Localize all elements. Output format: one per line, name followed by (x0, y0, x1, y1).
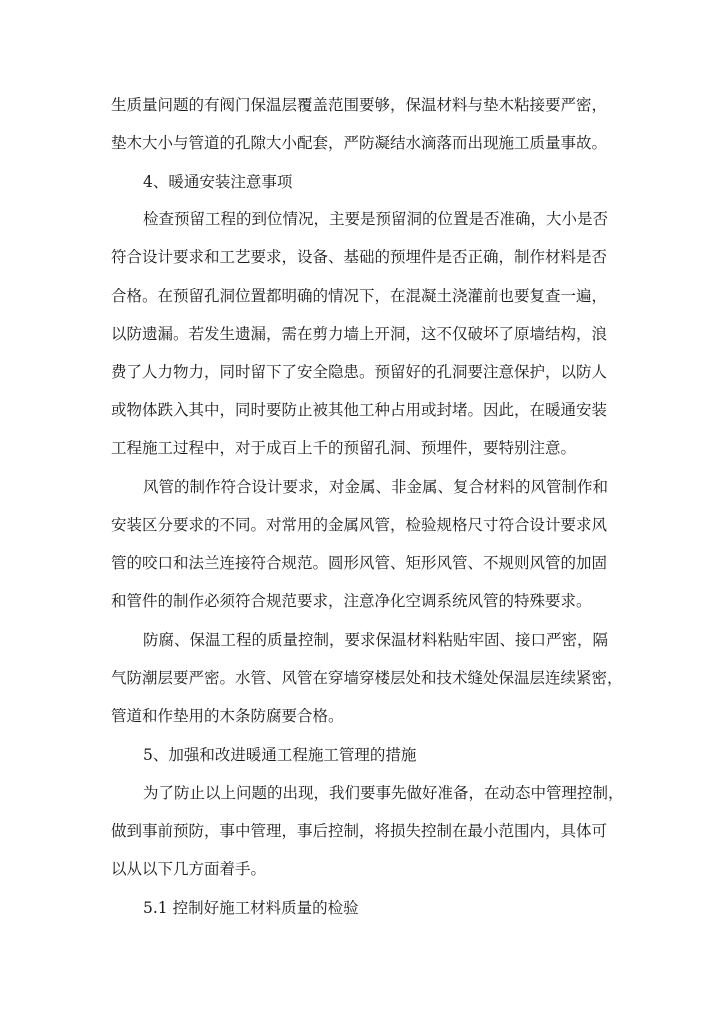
text-line: 检查预留工程的到位情况，主要是预留洞的位置是否准确，大小是否 (143, 210, 609, 228)
text-line: 以从以下几方面着手。 (111, 860, 267, 878)
text-line: 管道和作垫用的木条防腐要合格。 (111, 707, 344, 725)
text-line: 或物体跌入其中，同时要防止被其他工种占用或封堵。因此，在暖通安装 (111, 401, 608, 419)
text-line: 气防潮层要严密。水管、风管在穿墙穿楼层处和技术缝处保温层连续紧密， (111, 669, 623, 687)
text-line: 以防遗漏。若发生遗漏，需在剪力墙上开洞，这不仅破坏了原墙结构，浪 (111, 325, 608, 343)
section-heading-4: 4、暖通安装注意事项 (143, 173, 293, 191)
text-line: 风管的制作符合设计要求，对金属、非金属、复合材料的风管制作和 (143, 478, 609, 496)
text-line: 工程施工过程中，对于成百上千的预留孔洞、预埋件，要特别注意。 (111, 439, 577, 457)
text-line: 管的咬口和法兰连接符合规范。圆形风管、矩形风管、不规则风管的加固 (111, 554, 608, 572)
text-line: 安装区分要求的不同。对常用的金属风管，检验规格尺寸符合设计要求风 (111, 516, 608, 534)
text-line: 垫木大小与管道的孔隙大小配套，严防凝结水滴落而出现施工质量事故。 (111, 134, 608, 152)
text-line: 和管件的制作必须符合规范要求，注意净化空调系统风管的特殊要求。 (111, 592, 592, 610)
section-heading-5: 5、加强和改进暖通工程施工管理的措施 (143, 746, 417, 764)
text-line: 做到事前预防，事中管理，事后控制，将损失控制在最小范围内，具体可 (111, 822, 608, 840)
section-heading-5-1: 5.1 控制好施工材料质量的检验 (143, 899, 359, 917)
text-line: 防腐、保温工程的质量控制，要求保温材料粘贴牢固、接口严密，隔 (143, 631, 609, 649)
text-line: 生质量问题的有阀门保温层覆盖范围要够，保温材料与垫木粘接要严密， (111, 96, 608, 114)
text-line: 符合设计要求和工艺要求，设备、基础的预埋件是否正确，制作材料是否 (111, 248, 608, 266)
text-line: 为了防止以上问题的出现，我们要事先做好准备，在动态中管理控制， (143, 784, 624, 802)
text-line: 合格。在预留孔洞位置都明确的情况下，在混凝土浇灌前也要复查一遍， (111, 287, 608, 305)
text-line: 费了人力物力，同时留下了安全隐患。预留好的孔洞要注意保护，以防人 (111, 363, 608, 381)
